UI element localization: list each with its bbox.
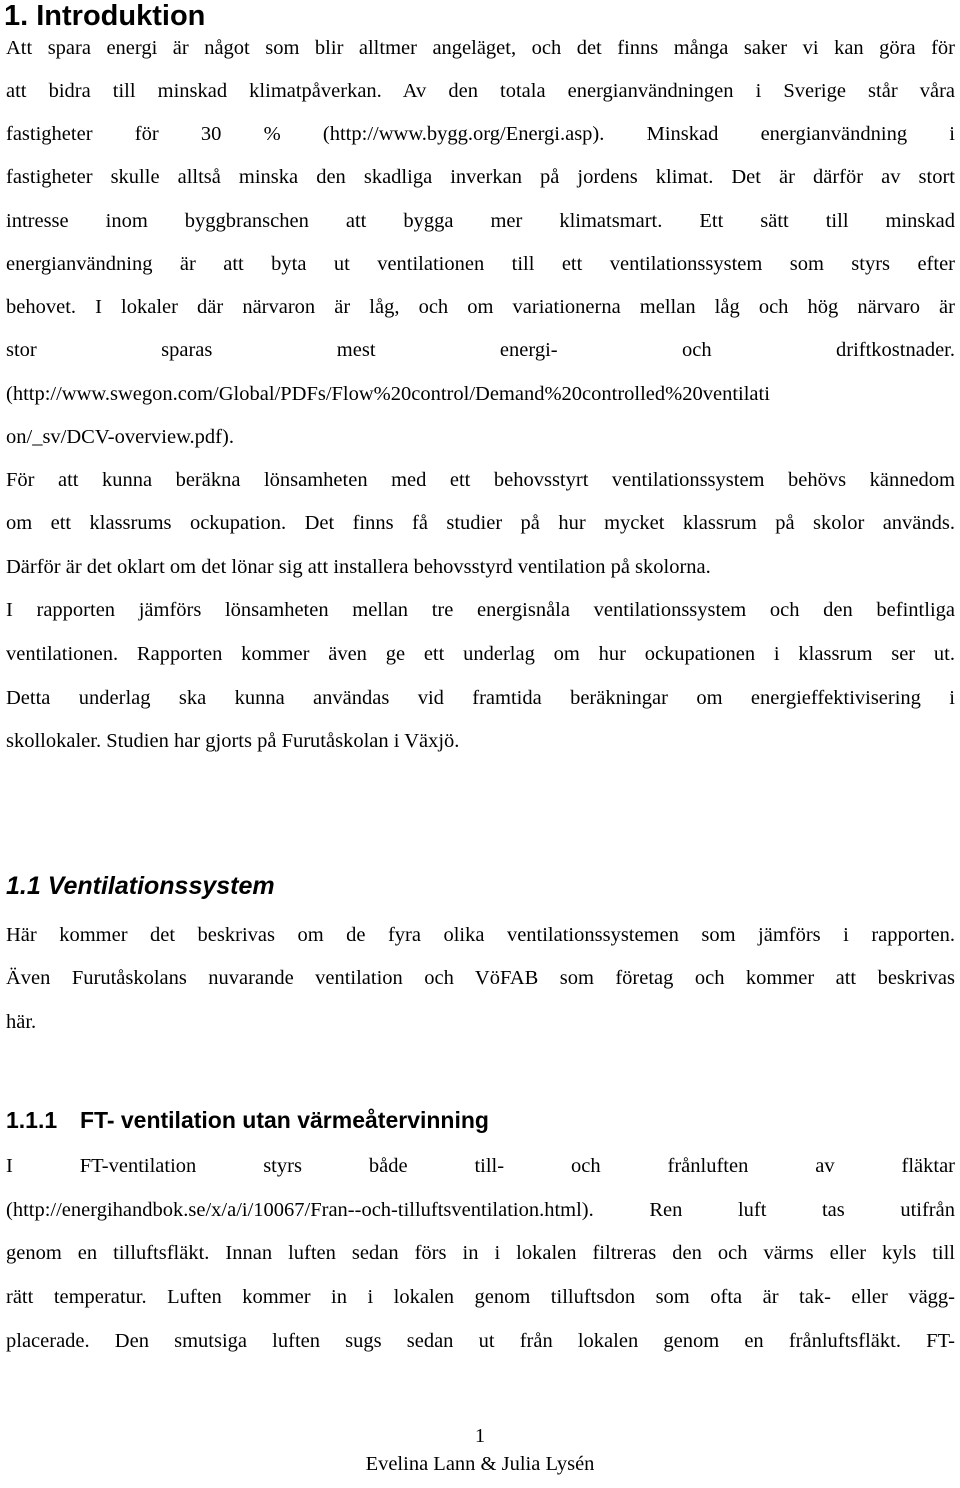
section-number: 1.1.1	[6, 1107, 58, 1133]
paragraph-line: fastigheter för 30 % (http://www.bygg.org/Energi.asp). Minskad energianvändning i	[6, 123, 955, 145]
paragraph-line: energianvändning är att byta ut ventilationen till ett ventilationssystem som styrs efter	[6, 253, 955, 275]
paragraph-line: ventilationen. Rapporten kommer även ge ett underlag om hur ockupationen i klassrum ser ut.	[6, 643, 955, 665]
footer-authors: Evelina Lann & Julia Lysén	[365, 1453, 595, 1475]
paragraph-line: Att spara energi är något som blir alltmer angeläget, och det finns många saker vi kan göra för	[6, 37, 955, 59]
section-heading-introduktion: 1. Introduktion	[4, 0, 206, 32]
paragraph-line: om ett klassrums ockupation. Det finns få studier på hur mycket klassrum på skolor används.	[6, 512, 955, 534]
paragraph-line: on/_sv/DCV-overview.pdf).	[6, 426, 234, 448]
paragraph-line: I rapporten jämförs lönsamheten mellan tre energisnåla ventilationssystem och den befintliga	[6, 599, 955, 621]
paragraph-line: skollokaler. Studien har gjorts på Furutåskolan i Växjö.	[6, 730, 460, 752]
paragraph-line: rätt temperatur. Luften kommer in i lokalen genom tilluftsdon som ofta är tak- eller vägg-	[6, 1286, 955, 1308]
paragraph-line: fastigheter skulle alltså minska den skadliga inverkan på jordens klimat. Det är därför av stort	[6, 166, 955, 188]
paragraph-line: att bidra till minskad klimatpåverkan. Av den totala energianvändningen i Sverige står våra	[6, 80, 955, 102]
section-title: FT- ventilation utan värmeåtervinning	[80, 1107, 489, 1133]
paragraph-line: I FT-ventilation styrs både till- och frånluften av fläktar	[6, 1155, 955, 1177]
paragraph-line: genom en tilluftsfläkt. Innan luften sedan förs in i lokalen filtreras den och värms eller kyls till	[6, 1242, 955, 1264]
section-heading-ft-ventilation	[6, 1098, 489, 1142]
paragraph-line: här.	[6, 1011, 37, 1033]
paragraph-line: För att kunna beräkna lönsamheten med ett behovsstyrt ventilationssystem behövs kännedom	[6, 469, 955, 491]
page-number: 1	[474, 1425, 486, 1447]
paragraph-line: stor sparas mest energi- och driftkostnader.	[6, 339, 955, 361]
paragraph-line: intresse inom byggbranschen att bygga mer klimatsmart. Ett sätt till minskad	[6, 210, 955, 232]
paragraph-line: Även Furutåskolans nuvarande ventilation och VöFAB som företag och kommer att beskrivas	[6, 967, 955, 989]
section-heading-ventilationssystem: 1.1 Ventilationssystem	[6, 872, 275, 900]
paragraph-line: behovet. I lokaler där närvaron är låg, och om variationerna mellan låg och hög närvaro är	[6, 296, 955, 318]
paragraph-line: Detta underlag ska kunna användas vid framtida beräkningar om energieffektivisering i	[6, 687, 955, 709]
paragraph-line: Därför är det oklart om det lönar sig att installera behovsstyrd ventilation på skolorna.	[6, 556, 711, 578]
paragraph-line: Här kommer det beskrivas om de fyra olika ventilationssystemen som jämförs i rapporten.	[6, 924, 955, 946]
paragraph-line: placerade. Den smutsiga luften sugs sedan ut från lokalen genom en frånluftsfläkt. FT-	[6, 1330, 955, 1352]
paragraph-line: (http://www.swegon.com/Global/PDFs/Flow%20control/Demand%20controlled%20ventilati	[6, 383, 770, 405]
paragraph-line: (http://energihandbok.se/x/a/i/10067/Fran--och-tilluftsventilation.html). Ren luft tas utifrån	[6, 1199, 955, 1221]
